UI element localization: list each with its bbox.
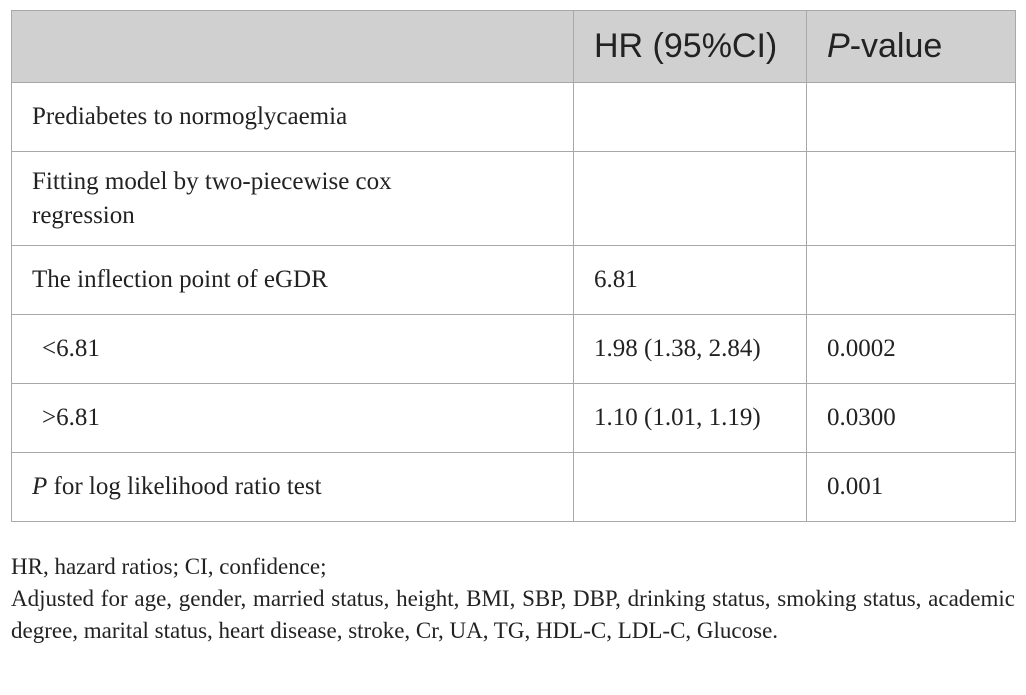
row-label (12, 453, 574, 522)
row-pvalue: 0.001 (807, 453, 1016, 522)
row-label: >6.81 (12, 384, 574, 453)
results-table-container (11, 10, 1015, 522)
table-row (12, 453, 1016, 522)
table-body (12, 83, 1016, 522)
table-row (12, 384, 1016, 453)
hazard-ratio-table (11, 10, 1016, 522)
row-pvalue: 0.0300 (807, 384, 1016, 453)
header-p-rest: -value (849, 27, 943, 65)
row-label (12, 152, 574, 246)
table-header (12, 11, 1016, 83)
row-label: Prediabetes to normoglycaemia (12, 83, 574, 152)
row-pvalue (807, 152, 1016, 246)
row-label-italic: P (32, 473, 48, 500)
row-hr: 1.10 (1.01, 1.19) (574, 384, 807, 453)
table-row (12, 152, 1016, 246)
row-pvalue (807, 83, 1016, 152)
row-hr: 1.98 (1.38, 2.84) (574, 315, 807, 384)
table-row (12, 83, 1016, 152)
row-label: <6.81 (12, 315, 574, 384)
row-hr (574, 453, 807, 522)
header-cell-hr: HR (95%CI) (574, 11, 807, 83)
row-label: The inflection point of eGDR (12, 246, 574, 315)
row-hr (574, 83, 807, 152)
table-row (12, 246, 1016, 315)
footnote-adjustment: Adjusted for age, gender, married status, height, BMI, SBP, DBP, drinking status, smoking status, academic degree, marital status, heart disease, stroke, Cr, UA, TG, HDL-C, LDL-C, Glucose. (11, 586, 1015, 643)
table-footnotes (11, 551, 1015, 647)
header-cell-pvalue (807, 11, 1016, 83)
row-hr: 6.81 (574, 246, 807, 315)
row-label-text: Fitting model by two-piecewise cox regression (32, 167, 392, 229)
row-label-rest: for log likelihood ratio test (47, 473, 322, 500)
header-row (12, 11, 1016, 83)
footnote-abbreviations: HR, hazard ratios; CI, confidence; (11, 554, 327, 579)
row-hr (574, 152, 807, 246)
row-pvalue: 0.0002 (807, 315, 1016, 384)
header-p-italic: P (827, 27, 850, 65)
header-cell-label (12, 11, 574, 83)
table-row (12, 315, 1016, 384)
row-pvalue (807, 246, 1016, 315)
